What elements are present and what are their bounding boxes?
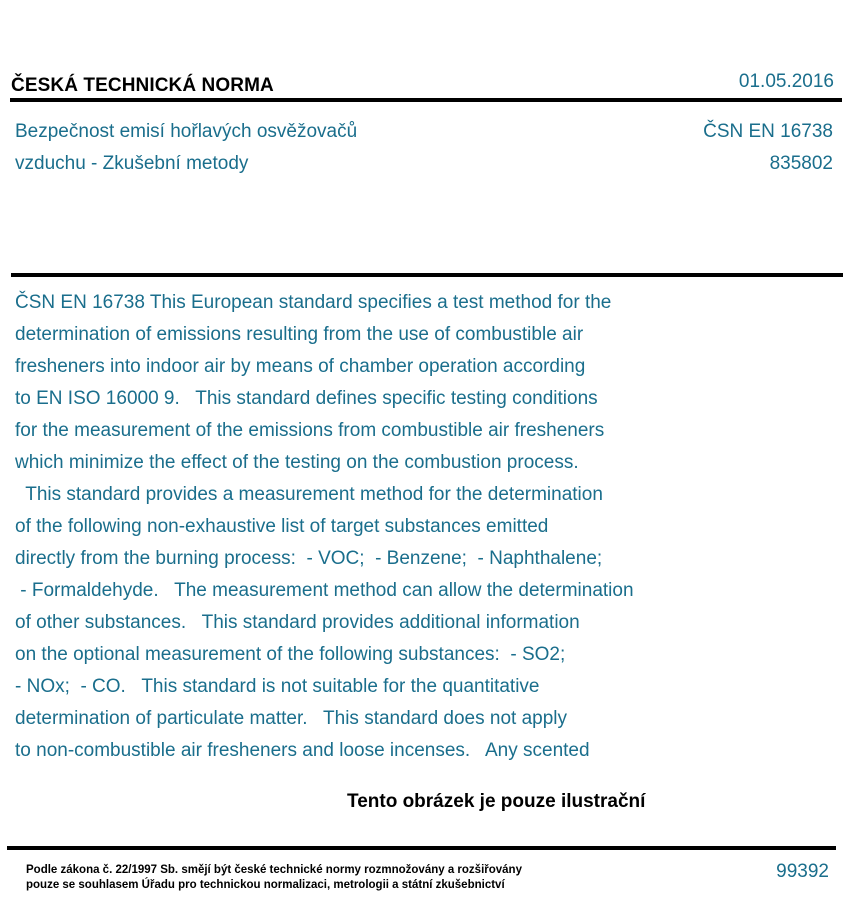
abstract-line: which minimize the effect of the testing on the combustion process. [15,452,579,473]
header-rule [10,98,842,102]
standard-title [15,116,357,180]
abstract-line: for the measurement of the emissions from combustible air fresheners [15,420,605,441]
abstract-line: of other substances. This standard provides additional information [15,612,580,633]
abstract-line: - Formaldehyde. The measurement method can allow the determination [15,580,634,601]
illustration-note: Tento obrázek je pouze ilustrační [347,791,646,812]
catalog-number: 99392 [776,861,829,882]
legal-notice [26,863,522,893]
standard-identifiers [703,116,833,180]
section-rule [11,273,843,277]
abstract-line: This standard provides a measurement method for the determination [15,484,603,505]
abstract-line: directly from the burning process: - VOC; - Benzene; - Naphthalene; [15,548,603,569]
abstract-text [15,287,634,767]
abstract-line: ČSN EN 16738 This European standard specifies a test method for the [15,292,612,313]
legal-line: Podle zákona č. 22/1997 Sb. smějí být české technické normy rozmnožovány a rozšiřovány [26,864,522,876]
abstract-line: of the following non-exhaustive list of target substances emitted [15,516,549,537]
legal-line: pouze se souhlasem Úřadu pro technickou normalizaci, metrologii a státní zkušebnictví [26,879,505,891]
standard-title-line: Bezpečnost emisí hořlavých osvěžovačů [15,121,358,142]
abstract-line: on the optional measurement of the following substances: - SO2; [15,644,566,665]
abstract-line: - NOx; - CO. This standard is not suitable for the quantitative [15,676,540,697]
footer-rule [7,846,836,850]
header-date: 01.05.2016 [738,71,834,92]
header-title: ČESKÁ TECHNICKÁ NORMA [11,75,274,96]
abstract-line: determination of emissions resulting from the use of combustible air [15,324,584,345]
abstract-line: determination of particulate matter. This standard does not apply [15,708,568,729]
abstract-line: fresheners into indoor air by means of chamber operation according [15,356,586,377]
standard-code: ČSN EN 16738 [703,121,833,142]
abstract-line: to EN ISO 16000 9. This standard defines specific testing conditions [15,388,598,409]
standard-class-number: 835802 [769,153,833,174]
abstract-line: to non-combustible air fresheners and loose incenses. Any scented [15,740,590,761]
standard-title-line: vzduchu - Zkušební metody [15,153,249,174]
